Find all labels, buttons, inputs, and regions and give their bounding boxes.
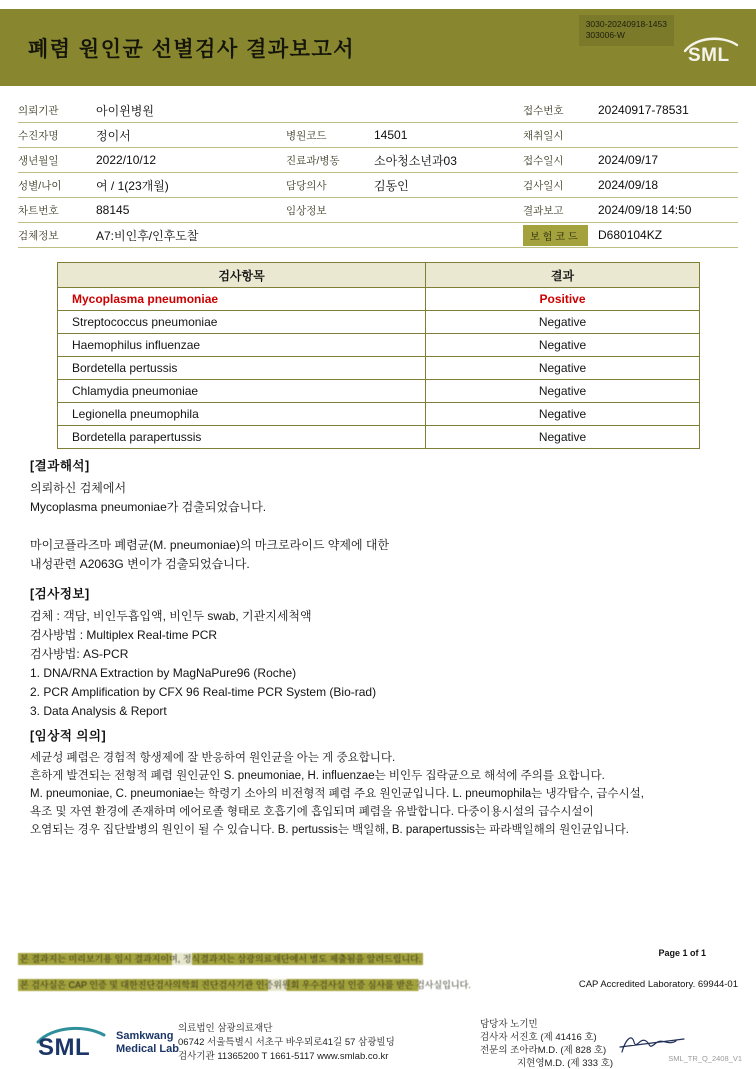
test-name: Chlamydia pneumoniae <box>58 380 426 403</box>
report-header <box>0 9 756 86</box>
field-value: 2024/09/17 <box>598 153 659 167</box>
text-line: 욕조 및 자연 환경에 존재하며 에어로졸 형태로 호흡기에 흡입되며 폐렴을 유발합니다. 다중이용시설의 급수시설이 <box>30 806 594 818</box>
text-line: 의뢰하신 검체에서 <box>30 481 127 495</box>
staff-line: 전문의 조아라M.D. (제 828 호) <box>480 1045 607 1056</box>
text-line: 2. PCR Amplification by CFX 96 Real-time PCR System (Bio-rad) <box>30 685 377 699</box>
document-code: SML_TR_Q_2408_V1 <box>668 1054 742 1063</box>
disclaimer-line-1 <box>18 952 423 965</box>
test-name: Mycoplasma pneumoniae <box>58 288 426 311</box>
field-value: 20240917-78531 <box>598 103 689 117</box>
result-row <box>58 311 700 334</box>
disclaimer-text: 본 검사실은 CAP 인증 및 대한진단검사의학회 진단검사기관 인증위원회 우수검사실 인증 심사를 받은 검사실입니다. <box>20 980 471 990</box>
result-row <box>58 288 700 311</box>
result-row <box>58 357 700 380</box>
result-row <box>58 426 700 449</box>
text-line: 검사방법: AS-PCR <box>30 647 129 661</box>
field-value: 김동인 <box>374 178 409 193</box>
field-label: 수진자명 <box>18 129 59 142</box>
cap-accreditation: CAP Accredited Laboratory. 69944-01 <box>578 979 738 990</box>
field-label: 진료과/병동 <box>286 154 340 167</box>
field-label: 검체정보 <box>18 229 59 242</box>
patient-info-row <box>18 198 738 223</box>
test-name: Legionella pneumophila <box>58 403 426 426</box>
text-line: 3. Data Analysis & Report <box>30 704 167 718</box>
barcode-number-line2: 303006-W <box>585 30 625 41</box>
result-row <box>58 380 700 403</box>
sml-logo-footer <box>36 1026 179 1060</box>
result-row <box>58 403 700 426</box>
text-line: 내성관련 A2063G 변이가 검출되었습니다. <box>30 557 250 571</box>
patient-info-row <box>18 173 738 198</box>
test-result: Negative <box>426 403 700 426</box>
field-label: 담당의사 <box>286 179 327 192</box>
patient-info-table <box>18 98 738 248</box>
company-info <box>178 1022 395 1064</box>
results-header-result: 결과 <box>426 263 700 288</box>
barcode-number-line1: 3030-20240918-1453 <box>585 19 667 29</box>
test-name: Bordetella parapertussis <box>58 426 426 449</box>
field-value: 정이서 <box>96 128 131 143</box>
field-label: 임상정보 <box>286 204 327 217</box>
insurance-code-label: 보험코드 <box>523 225 588 246</box>
patient-info-row <box>18 148 738 173</box>
section-heading: [임상적 의의] <box>30 729 107 743</box>
patient-info-row <box>18 223 738 248</box>
field-label: 의뢰기관 <box>18 104 59 117</box>
staff-line: 지현영M.D. (제 333 호) <box>517 1058 614 1069</box>
text-line: 오염되는 경우 집단발병의 원인이 될 수 있습니다. B. pertussis는 백일해, B. parapertussis는 파라백일해의 원인균입니다. <box>30 824 629 836</box>
sml-logo-header <box>682 35 740 75</box>
company-address-line: 06742 서울특별시 서초구 바우뫼로41길 57 삼광빌딩 <box>178 1037 395 1048</box>
text-line: 1. DNA/RNA Extraction by MagNaPure96 (Roche) <box>30 666 297 680</box>
page-number: Page 1 of 1 <box>658 948 706 958</box>
field-value: 88145 <box>96 203 130 217</box>
field-label: 병원코드 <box>286 129 327 142</box>
field-label: 성별/나이 <box>18 179 62 192</box>
company-contact-line: 검사기관 11365200 T 1661-5117 www.smlab.co.kr <box>178 1051 389 1062</box>
field-label: 검사일시 <box>523 179 564 192</box>
sml-logo-text: SML <box>688 45 730 66</box>
field-value: A7:비인후/인후도찰 <box>96 228 199 243</box>
results-header-row <box>58 263 700 288</box>
staff-line: 검사자 서진호 (제 41416 호) <box>480 1032 597 1043</box>
result-row <box>58 334 700 357</box>
section-heading: [검사정보] <box>30 587 90 601</box>
test-result: Negative <box>426 334 700 357</box>
test-result: Negative <box>426 426 700 449</box>
field-value: 2024/09/18 14:50 <box>598 203 692 217</box>
field-value: 2022/10/12 <box>96 153 157 167</box>
interpretation-section <box>30 456 730 574</box>
field-label: 접수번호 <box>523 104 564 117</box>
field-label: 접수일시 <box>523 154 564 167</box>
test-name: Streptococcus pneumoniae <box>58 311 426 334</box>
text-line: 검사방법 : Multiplex Real-time PCR <box>30 628 218 642</box>
section-heading: [결과해석] <box>30 459 90 473</box>
test-name: Bordetella pertussis <box>58 357 426 380</box>
logo-name-line2: Medical Lab <box>116 1043 179 1055</box>
barcode-info <box>579 15 674 46</box>
test-result: Negative <box>426 311 700 334</box>
results-table <box>57 262 700 449</box>
sml-logo-text: SML <box>38 1034 91 1061</box>
patient-info-row <box>18 98 738 123</box>
clinical-significance-section <box>30 726 730 839</box>
staff-info <box>480 1018 613 1069</box>
text-line: 흔하게 발견되는 전형적 폐렴 원인균인 S. pneumoniae, H. influenzae는 비인두 집락균으로 해석에 주의를 요합니다. <box>30 770 605 782</box>
disclaimer-line-2 <box>18 978 473 991</box>
test-name: Haemophilus influenzae <box>58 334 426 357</box>
field-label: 생년월일 <box>18 154 59 167</box>
test-result: Negative <box>426 380 700 403</box>
footer-bar <box>0 1014 756 1069</box>
patient-info-row <box>18 123 738 148</box>
disclaimer-text: 본 결과지는 미리보기용 임시 결과지이며, 정식결과지는 삼광의료재단에서 별도 제출됨을 알려드립니다. <box>20 954 422 964</box>
field-value: 14501 <box>374 128 408 142</box>
field-value: 소아청소년과03 <box>374 153 457 168</box>
text-line <box>30 517 730 536</box>
report-title: 폐렴 원인균 선별검사 결과보고서 <box>28 38 356 61</box>
test-result: Positive <box>426 288 700 311</box>
field-value: 아이윈병원 <box>96 103 154 118</box>
field-label: 차트번호 <box>18 204 59 217</box>
logo-name-line1: Samkwang <box>116 1030 174 1042</box>
text-line: 검체 : 객담, 비인두흡입액, 비인두 swab, 기관지세척액 <box>30 609 312 623</box>
text-line: Mycoplasma pneumoniae가 검출되었습니다. <box>30 500 267 514</box>
text-line: 마이코플라즈마 폐렴균(M. pneumoniae)의 마크로라이드 약제에 대한 <box>30 538 390 552</box>
field-value: 2024/09/18 <box>598 178 659 192</box>
company-name-line: 의료법인 삼광의료재단 <box>178 1023 273 1034</box>
results-header-item: 검사항목 <box>58 263 426 288</box>
test-result: Negative <box>426 357 700 380</box>
field-value: 여 / 1(23개월) <box>96 178 169 193</box>
test-info-section <box>30 584 730 721</box>
field-label: 채취일시 <box>523 129 564 142</box>
logo-company-name <box>116 1030 179 1056</box>
text-line: 세균성 폐렴은 경험적 항생제에 잘 반응하여 원인균을 아는 게 중요합니다. <box>30 752 396 764</box>
text-line: M. pneumoniae, C. pneumoniae는 학령기 소아의 비전형적 폐렴 주요 원인균입니다. L. pneumophila는 냉각탑수, 급수시설, <box>30 788 644 800</box>
staff-line: 담당자 노기민 <box>480 1019 538 1030</box>
field-label: 결과보고 <box>523 204 564 217</box>
field-value: D680104KZ <box>598 228 663 242</box>
